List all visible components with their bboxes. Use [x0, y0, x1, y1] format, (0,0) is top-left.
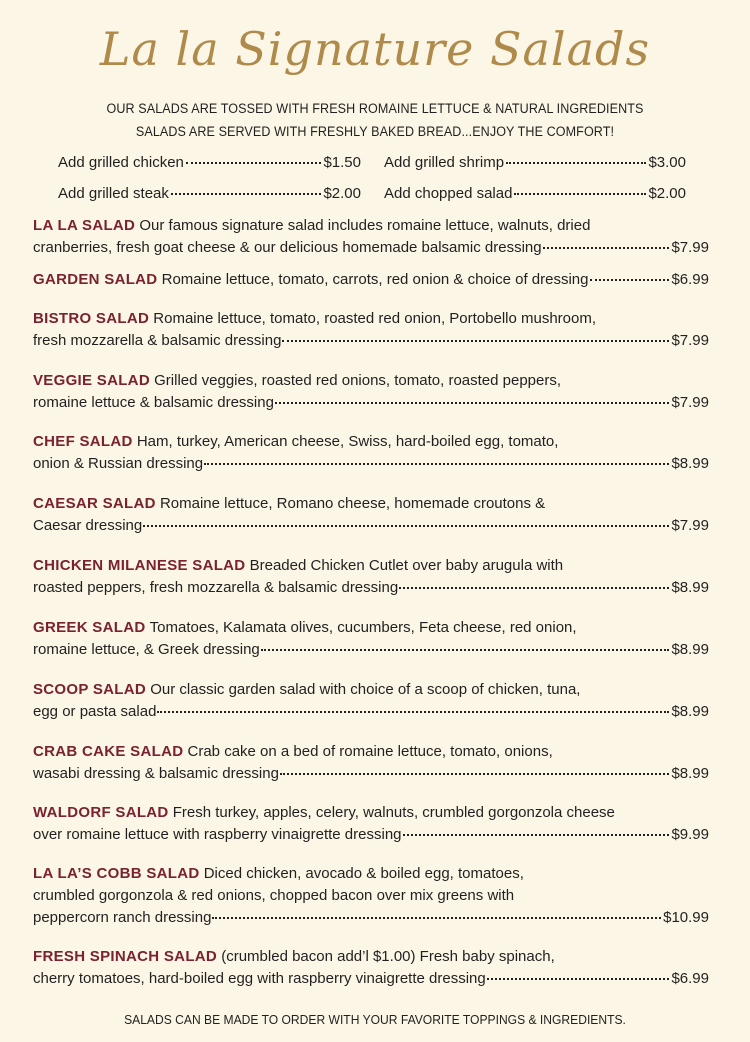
menu-item-la-la-salad: [33, 215, 709, 259]
addon-label: Add chopped salad: [384, 185, 513, 202]
dot-leader: [157, 711, 669, 713]
dot-leader: [280, 773, 670, 775]
item-description: Romaine lettuce, tomato, carrots, red onion & choice of dressing: [161, 271, 589, 288]
item-description: (crumbled bacon add’l $1.00) Fresh baby spinach,: [221, 948, 555, 965]
item-name: CHICKEN MILANESE SALAD: [33, 557, 246, 574]
menu-item-bistro-salad: [33, 308, 709, 352]
item-price: $8.99: [671, 765, 709, 782]
dot-leader: [143, 525, 669, 527]
item-price: $8.99: [671, 703, 709, 720]
item-description: Ham, turkey, American cheese, Swiss, hard-boiled egg, tomato,: [136, 433, 559, 450]
item-description: romaine lettuce & balsamic dressing: [33, 394, 274, 411]
dot-leader: [261, 649, 670, 651]
item-price: $6.99: [671, 271, 709, 288]
item-name: CHEF SALAD: [33, 433, 133, 450]
addon-price: $3.00: [648, 154, 686, 171]
dot-leader: [171, 193, 322, 195]
item-description: romaine lettuce, & Greek dressing: [33, 641, 260, 658]
item-description: Romaine lettuce, Romano cheese, homemade croutons &: [159, 495, 546, 512]
dot-leader: [275, 402, 670, 404]
item-description: Diced chicken, avocado & boiled egg, tomatoes,: [203, 865, 524, 882]
item-price: $8.99: [671, 641, 709, 658]
item-price: $8.99: [671, 579, 709, 596]
dot-leader: [487, 978, 670, 980]
item-description: Grilled veggies, roasted red onions, tomato, roasted peppers,: [154, 372, 562, 389]
item-name: GARDEN SALAD: [33, 271, 158, 288]
item-price: $6.99: [671, 970, 709, 987]
subheading-line-1: OUR SALADS ARE TOSSED WITH FRESH ROMAINE LETTUCE & NATURAL INGREDIENTS: [106, 101, 644, 116]
dot-leader: [514, 193, 646, 195]
item-price: $7.99: [671, 332, 709, 349]
menu-item-crab-cake-salad: [33, 741, 709, 785]
item-description: Fresh turkey, apples, celery, walnuts, crumbled gorgonzola cheese: [172, 804, 615, 821]
item-description: Romaine lettuce, tomato, roasted red onion, Portobello mushroom,: [153, 310, 597, 327]
item-name: FRESH SPINACH SALAD: [33, 948, 218, 965]
item-name: SCOOP SALAD: [33, 681, 147, 698]
addon-grilled-steak: [58, 185, 361, 202]
item-name: LA LA’S COBB SALAD: [33, 865, 200, 882]
menu-item-chef-salad: [33, 431, 709, 475]
item-description: wasabi dressing & balsamic dressing: [33, 765, 279, 782]
menu-item-waldorf-salad: [33, 802, 709, 846]
item-name: WALDORF SALAD: [33, 804, 169, 821]
addon-chopped-salad: [384, 185, 686, 202]
item-description: Crab cake on a bed of romaine lettuce, tomato, onions,: [187, 743, 553, 760]
menu-item-cobb-salad: [33, 863, 709, 929]
page-title: La la Signature Salads: [99, 22, 651, 76]
item-price: $10.99: [663, 909, 709, 926]
subheading-line-2: SALADS ARE SERVED WITH FRESHLY BAKED BREAD...ENJOY THE COMFORT!: [135, 124, 615, 139]
menu-item-garden-salad: [33, 269, 709, 291]
item-description: Caesar dressing: [33, 517, 143, 534]
dot-leader: [543, 247, 670, 249]
addon-label: Add grilled chicken: [58, 154, 184, 171]
addon-label: Add grilled steak: [58, 185, 169, 202]
item-name: BISTRO SALAD: [33, 310, 150, 327]
dot-leader: [399, 587, 669, 589]
item-description: roasted peppers, fresh mozzarella & balsamic dressing: [33, 579, 399, 596]
footer-note: SALADS CAN BE MADE TO ORDER WITH YOUR FAVORITE TOPPINGS & INGREDIENTS.: [124, 1012, 626, 1027]
item-description: Our famous signature salad includes romaine lettuce, walnuts, dried: [139, 217, 591, 234]
item-description: peppercorn ranch dressing: [33, 909, 212, 926]
dot-leader: [186, 162, 322, 164]
menu-item-greek-salad: [33, 617, 709, 661]
item-description: over romaine lettuce with raspberry vinaigrette dressing: [33, 826, 402, 843]
addon-price: $1.50: [323, 154, 361, 171]
item-price: $8.99: [671, 455, 709, 472]
item-description: fresh mozzarella & balsamic dressing: [33, 332, 282, 349]
item-description: Our classic garden salad with choice of a scoop of chicken, tuna,: [150, 681, 581, 698]
menu-item-caesar-salad: [33, 493, 709, 537]
menu-item-chicken-milanese-salad: [33, 555, 709, 599]
item-description: cranberries, fresh goat cheese & our delicious homemade balsamic dressing: [33, 239, 542, 256]
item-description: onion & Russian dressing: [33, 455, 204, 472]
item-description: cherry tomatoes, hard-boiled egg with raspberry vinaigrette dressing: [33, 970, 486, 987]
menu-item-fresh-spinach-salad: [33, 946, 709, 990]
dot-leader: [506, 162, 646, 164]
item-description: crumbled gorgonzola & red onions, chopped bacon over mix greens with: [33, 887, 515, 904]
item-description: egg or pasta salad: [33, 703, 157, 720]
addon-price: $2.00: [323, 185, 361, 202]
item-name: VEGGIE SALAD: [33, 372, 150, 389]
item-name: GREEK SALAD: [33, 619, 146, 636]
dot-leader: [204, 463, 669, 465]
dot-leader: [212, 917, 661, 919]
item-price: $7.99: [671, 517, 709, 534]
addon-label: Add grilled shrimp: [384, 154, 505, 171]
menu-item-scoop-salad: [33, 679, 709, 723]
item-description: Tomatoes, Kalamata olives, cucumbers, Feta cheese, red onion,: [149, 619, 577, 636]
addon-grilled-chicken: [58, 154, 361, 171]
item-price: $7.99: [671, 239, 709, 256]
menu-item-veggie-salad: [33, 370, 709, 414]
addon-grilled-shrimp: [384, 154, 686, 171]
dot-leader: [403, 834, 670, 836]
item-price: $9.99: [671, 826, 709, 843]
item-name: CAESAR SALAD: [33, 495, 156, 512]
item-name: LA LA SALAD: [33, 217, 136, 234]
dot-leader: [282, 340, 669, 342]
dot-leader: [590, 279, 670, 281]
item-description: Breaded Chicken Cutlet over baby arugula with: [249, 557, 564, 574]
item-name: CRAB CAKE SALAD: [33, 743, 184, 760]
item-price: $7.99: [671, 394, 709, 411]
addon-price: $2.00: [648, 185, 686, 202]
